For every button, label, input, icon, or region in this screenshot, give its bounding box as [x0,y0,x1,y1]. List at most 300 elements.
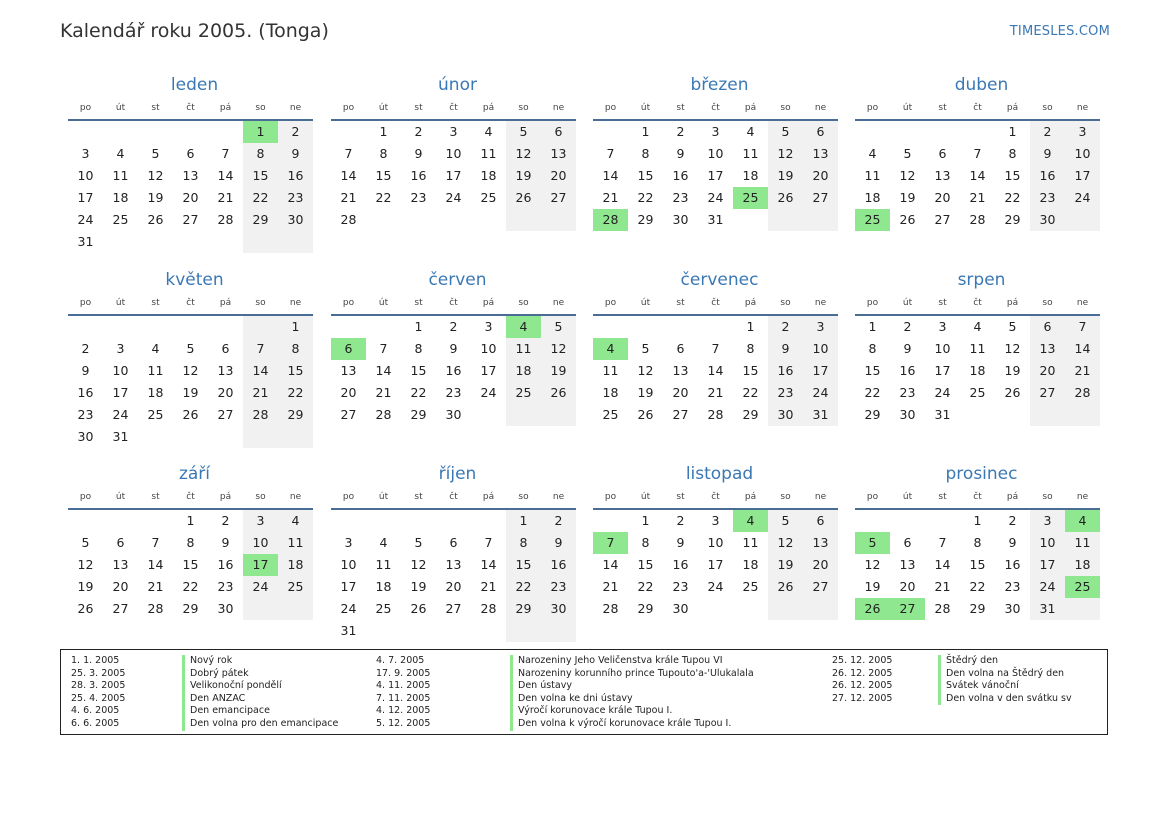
day-cell: 22 [243,187,278,209]
empty-cell [278,426,313,448]
weekday-label: so [518,103,529,113]
weekday-label: st [938,492,947,502]
day-cell: 12 [864,557,881,572]
empty-cell [208,316,243,338]
day-cell: 11 [375,557,392,572]
month-block [68,462,313,620]
day-cell: 30 [1004,601,1021,616]
day-cell: 18 [506,360,541,382]
day-cell: 7 [221,146,230,161]
holiday-day-cell: 28 [593,209,628,231]
legend-date: 1. 1. 2005 [71,655,120,666]
day-cell: 20 [803,554,838,576]
day-cell: 18 [375,579,392,594]
day-cell: 23 [410,190,427,205]
day-cell: 7 [1065,316,1100,338]
empty-cell [506,404,541,426]
day-cell: 17 [934,363,951,378]
day-cell: 3 [484,319,493,334]
day-cell: 6 [116,535,125,550]
day-cell: 23 [768,382,803,404]
day-cell: 4 [868,146,877,161]
empty-cell [768,598,803,620]
day-cell: 23 [899,385,916,400]
holiday-day-cell: 27 [890,598,925,620]
day-cell: 18 [742,557,759,572]
day-cell: 27 [934,212,951,227]
empty-cell [960,121,995,143]
weekday-label: so [780,492,791,502]
day-cell: 7 [606,146,615,161]
empty-cell [401,620,436,642]
empty-cell [541,620,576,642]
day-cell: 26 [768,187,803,209]
day-cell: 10 [1065,143,1100,165]
weekday-label: st [676,298,685,308]
month-name: červen [428,270,487,290]
weekday-label: so [255,103,266,113]
day-cell: 23 [541,576,576,598]
empty-cell [366,316,401,338]
day-cell: 24 [934,385,951,400]
day-cell: 13 [934,168,951,183]
day-cell: 29 [243,209,278,231]
day-cell: 14 [243,360,278,382]
day-cell: 15 [864,363,881,378]
day-cell: 3 [711,513,720,528]
day-cell: 2 [1008,513,1017,528]
day-cell: 6 [676,341,685,356]
day-cell: 5 [541,316,576,338]
month-name: září [178,464,211,484]
day-cell: 1 [641,124,650,139]
weekday-label: ne [814,103,827,113]
day-cell: 2 [768,316,803,338]
day-cell: 9 [676,146,685,161]
day-cell: 31 [340,623,357,638]
day-cell: 17 [445,168,462,183]
weekday-label: po [866,298,879,308]
weekday-label: ne [1076,492,1089,502]
day-cell: 22 [278,382,313,404]
day-cell: 6 [938,146,947,161]
day-cell: 25 [480,190,497,205]
day-cell: 26 [182,407,199,422]
day-cell: 28 [147,601,164,616]
day-cell: 29 [410,407,427,422]
empty-cell [278,598,313,620]
weekday-label: st [414,298,423,308]
weekday-label: so [518,298,529,308]
day-cell: 30 [77,429,94,444]
day-cell: 19 [768,165,803,187]
day-cell: 22 [182,579,199,594]
legend-holiday-name: Den emancipace [182,705,270,718]
empty-cell [506,209,541,231]
empty-cell [960,404,995,426]
day-cell: 6 [803,510,838,532]
holiday-day-cell: 25 [733,187,768,209]
month-name: červenec [680,270,759,290]
legend-holiday-name: Den volna v den svátku sv [938,693,1072,706]
empty-cell [890,121,925,143]
empty-cell [506,620,541,642]
weekday-label: po [342,492,355,502]
day-cell: 12 [541,338,576,360]
day-cell: 12 [147,168,164,183]
weekday-label: ne [552,103,565,113]
empty-cell [138,510,173,532]
day-cell: 11 [864,168,881,183]
day-cell: 14 [1065,338,1100,360]
day-cell: 24 [707,190,724,205]
month-block [593,73,838,231]
weekday-label: st [676,492,685,502]
legend-holiday-name: Den volna k výročí korunovace krále Tupou I. [510,718,731,731]
day-cell: 19 [147,190,164,205]
day-cell: 4 [278,510,313,532]
weekday-label: pá [1006,298,1019,308]
day-cell: 30 [217,601,234,616]
day-cell: 1 [746,319,755,334]
day-cell: 13 [182,168,199,183]
empty-cell [1065,404,1100,426]
day-cell: 28 [480,601,497,616]
holiday-day-cell: 4 [506,316,541,338]
empty-cell [436,510,471,532]
legend-holiday-name: Den volna pro den emancipace [182,718,338,731]
day-cell: 26 [899,212,916,227]
day-cell: 12 [182,363,199,378]
empty-cell [173,426,208,448]
day-cell: 14 [602,168,619,183]
day-cell: 21 [602,190,619,205]
weekday-label: út [902,103,913,113]
day-cell: 3 [449,124,458,139]
legend-date: 25. 12. 2005 [832,655,893,666]
weekday-label: st [938,298,947,308]
day-cell: 30 [278,209,313,231]
day-cell: 19 [182,385,199,400]
day-cell: 8 [414,341,423,356]
day-cell: 7 [484,535,493,550]
weekday-label: po [604,103,617,113]
day-cell: 1 [278,316,313,338]
day-cell: 4 [151,341,160,356]
day-cell: 22 [410,385,427,400]
day-cell: 11 [742,535,759,550]
day-cell: 17 [480,363,497,378]
day-cell: 17 [707,557,724,572]
day-cell: 12 [768,532,803,554]
day-cell: 27 [340,407,357,422]
day-cell: 20 [672,385,689,400]
month-name: listopad [685,464,754,484]
legend-holiday-name: Narozeniny korunního prince Tupouto'a-'Ulukalala [510,668,754,681]
day-cell: 26 [1004,385,1021,400]
day-cell: 19 [77,579,94,594]
day-cell: 10 [112,363,129,378]
legend-holiday-name: Štědrý den [938,655,998,668]
month-block [68,73,313,253]
day-cell: 27 [182,212,199,227]
day-cell: 29 [742,407,759,422]
day-cell: 13 [217,363,234,378]
weekday-label: pá [219,298,232,308]
empty-cell [733,209,768,231]
day-cell: 6 [449,535,458,550]
day-cell: 5 [903,146,912,161]
day-cell: 27 [1030,382,1065,404]
empty-cell [103,316,138,338]
day-cell: 11 [506,338,541,360]
day-cell: 3 [1030,510,1065,532]
empty-cell [68,121,103,143]
day-cell: 14 [602,557,619,572]
day-cell: 9 [903,341,912,356]
holiday-day-cell: 4 [733,510,768,532]
weekday-label: po [866,103,879,113]
day-cell: 10 [1030,532,1065,554]
empty-cell [593,121,628,143]
day-cell: 15 [1004,168,1021,183]
weekday-label: pá [744,298,757,308]
empty-cell [103,231,138,253]
day-cell: 15 [969,557,986,572]
day-cell: 17 [707,168,724,183]
day-cell: 28 [217,212,234,227]
day-cell: 23 [278,187,313,209]
day-cell: 6 [221,341,230,356]
day-cell: 16 [672,168,689,183]
legend-holiday-name: Nový rok [182,655,232,668]
day-cell: 28 [243,404,278,426]
day-cell: 2 [221,513,230,528]
day-cell: 18 [480,168,497,183]
day-cell: 10 [340,557,357,572]
month-name: duben [954,75,1009,95]
empty-cell [366,620,401,642]
day-cell: 3 [243,510,278,532]
day-cell: 3 [711,124,720,139]
day-cell: 9 [1008,535,1017,550]
weekday-label: pá [744,492,757,502]
month-block [855,268,1100,426]
day-cell: 2 [676,513,685,528]
day-cell: 12 [637,363,654,378]
day-cell: 25 [969,385,986,400]
day-cell: 3 [344,535,353,550]
day-cell: 23 [217,579,234,594]
day-cell: 21 [969,190,986,205]
day-cell: 2 [1030,121,1065,143]
day-cell: 23 [672,190,689,205]
empty-cell [471,620,506,642]
day-cell: 15 [182,557,199,572]
day-cell: 21 [707,385,724,400]
empty-cell [1065,598,1100,620]
empty-cell [138,426,173,448]
day-cell: 5 [81,535,90,550]
day-cell: 28 [602,601,619,616]
empty-cell [768,209,803,231]
day-cell: 8 [243,143,278,165]
day-cell: 31 [934,407,951,422]
empty-cell [138,231,173,253]
weekday-label: čt [973,492,982,502]
day-cell: 25 [147,407,164,422]
day-cell: 25 [742,579,759,594]
empty-cell [173,121,208,143]
empty-cell [436,209,471,231]
day-cell: 21 [602,579,619,594]
day-cell: 23 [77,407,94,422]
day-cell: 16 [410,168,427,183]
day-cell: 13 [803,532,838,554]
legend-date: 25. 4. 2005 [71,692,126,704]
day-cell: 7 [151,535,160,550]
day-cell: 7 [973,146,982,161]
weekday-label: so [1042,103,1053,113]
day-cell: 13 [899,557,916,572]
day-cell: 8 [186,535,195,550]
holiday-legend [60,649,1108,735]
day-cell: 21 [375,385,392,400]
empty-cell [103,510,138,532]
day-cell: 11 [602,363,619,378]
day-cell: 26 [768,576,803,598]
page-title: Kalendář roku 2005. (Tonga) [60,20,329,42]
weekday-label: út [902,492,913,502]
day-cell: 30 [1030,209,1065,231]
month-block [331,268,576,426]
weekday-label: čt [711,492,720,502]
weekday-label: ne [289,492,302,502]
legend-date: 26. 12. 2005 [832,667,893,679]
weekday-label: čt [973,103,982,113]
legend-holiday-name: Den volna ke dni ústavy [510,693,633,706]
day-cell: 6 [541,121,576,143]
legend-date: 26. 12. 2005 [832,680,893,692]
day-cell: 22 [637,190,654,205]
day-cell: 2 [81,341,90,356]
weekday-label: pá [744,103,757,113]
day-cell: 9 [1030,143,1065,165]
day-cell: 26 [637,407,654,422]
day-cell: 25 [375,601,392,616]
day-cell: 22 [506,576,541,598]
day-cell: 13 [340,363,357,378]
day-cell: 8 [641,146,650,161]
day-cell: 5 [151,146,160,161]
day-cell: 22 [637,579,654,594]
empty-cell [855,121,890,143]
legend-holiday-name: Svátek vánoční [938,680,1019,693]
weekday-label: po [79,298,92,308]
day-cell: 6 [903,535,912,550]
day-cell: 5 [768,121,803,143]
empty-cell [68,510,103,532]
day-cell: 16 [278,165,313,187]
day-cell: 3 [938,319,947,334]
day-cell: 11 [112,168,129,183]
day-cell: 15 [410,363,427,378]
empty-cell [890,510,925,532]
day-cell: 3 [1065,121,1100,143]
day-cell: 28 [1065,382,1100,404]
day-cell: 5 [1008,319,1017,334]
day-cell: 14 [375,363,392,378]
day-cell: 11 [1065,532,1100,554]
day-cell: 24 [77,212,94,227]
day-cell: 10 [707,535,724,550]
day-cell: 13 [112,557,129,572]
weekday-label: pá [1006,103,1019,113]
empty-cell [628,316,663,338]
day-cell: 24 [803,382,838,404]
day-cell: 26 [410,601,427,616]
weekday-label: so [1042,298,1053,308]
weekday-label: čt [711,298,720,308]
day-cell: 29 [278,404,313,426]
day-cell: 16 [77,385,94,400]
empty-cell [855,510,890,532]
day-cell: 16 [541,554,576,576]
day-cell: 6 [803,121,838,143]
day-cell: 10 [934,341,951,356]
day-cell: 7 [243,338,278,360]
weekday-label: pá [482,298,495,308]
day-cell: 15 [637,168,654,183]
day-cell: 1 [868,319,877,334]
day-cell: 2 [903,319,912,334]
day-cell: 21 [934,579,951,594]
empty-cell [278,231,313,253]
day-cell: 21 [1065,360,1100,382]
day-cell: 9 [278,143,313,165]
weekday-label: čt [711,103,720,113]
brand-logo[interactable]: TIMESLES.COM [1009,24,1110,39]
month-block [68,268,313,448]
legend-date: 25. 3. 2005 [71,667,126,679]
day-cell: 8 [973,535,982,550]
empty-cell [138,121,173,143]
day-cell: 30 [899,407,916,422]
day-cell: 2 [541,510,576,532]
empty-cell [208,231,243,253]
day-cell: 9 [414,146,423,161]
day-cell: 27 [445,601,462,616]
weekday-label: ne [552,298,565,308]
day-cell: 24 [480,385,497,400]
day-cell: 10 [707,146,724,161]
day-cell: 24 [445,190,462,205]
day-cell: 26 [147,212,164,227]
day-cell: 19 [506,165,541,187]
day-cell: 17 [1030,554,1065,576]
day-cell: 23 [672,579,689,594]
weekday-label: pá [482,492,495,502]
day-cell: 16 [1004,557,1021,572]
day-cell: 5 [768,510,803,532]
day-cell: 30 [445,407,462,422]
weekday-label: st [151,298,160,308]
weekday-label: út [115,298,126,308]
day-cell: 7 [938,535,947,550]
day-cell: 23 [1004,579,1021,594]
day-cell: 18 [1065,554,1100,576]
day-cell: 19 [864,579,881,594]
